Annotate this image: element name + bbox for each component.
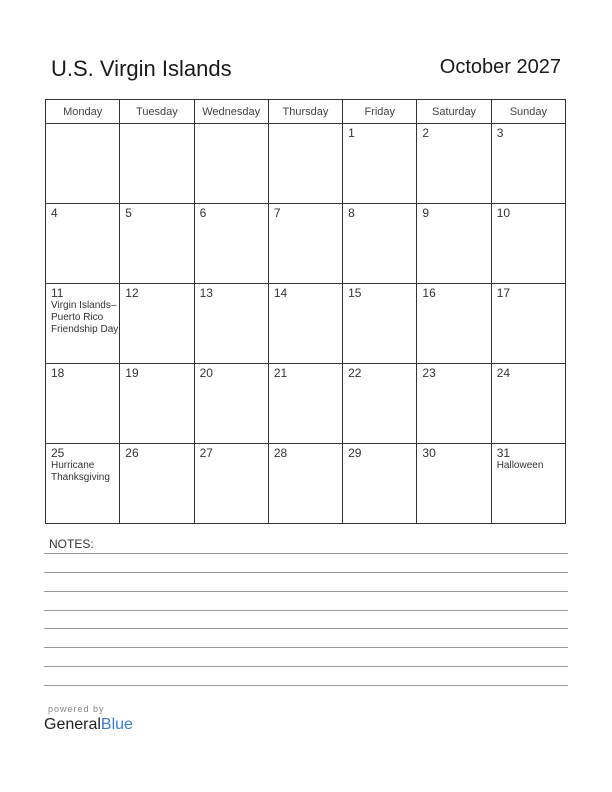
day-cell [491,364,565,444]
day-number: 3 [496,126,504,140]
day-cell [268,364,342,444]
day-cell [194,204,268,284]
day-cell [491,124,565,204]
brand-name-part1: General [44,716,101,733]
day-cell [268,204,342,284]
day-cell [417,124,491,204]
calendar-title: U.S. Virgin Islands [51,56,232,81]
powered-by-text: powered by [48,704,105,714]
day-number: 6 [199,206,207,220]
day-number: 30 [422,446,436,460]
day-cell [343,124,417,204]
day-number: 16 [422,286,436,300]
day-number: 11 [51,286,64,300]
day-number: 21 [273,366,288,380]
day-number: 25 [51,446,65,460]
day-cell [194,284,268,364]
day-cell [120,444,194,524]
week-row [46,124,566,204]
day-cell [194,124,268,204]
day-cell [343,364,417,444]
day-cell [343,444,417,524]
generalblue-logo [44,716,133,734]
day-cell [417,364,491,444]
month-year-label: October 2027 [439,56,561,78]
day-number: 1 [348,126,355,140]
day-number: 9 [422,206,430,220]
day-number: 31 [496,446,511,460]
day-cell [46,444,120,524]
holiday-label: Halloween [496,460,544,471]
day-cell [46,124,120,204]
day-number: 2 [422,126,430,140]
notes-line [44,572,568,573]
weekday-header: Sunday [491,100,565,124]
day-number: 12 [125,286,139,300]
week-row [46,444,566,524]
day-number: 8 [348,206,355,220]
day-number: 5 [125,206,132,220]
day-cell [343,284,417,364]
weekday-header: Friday [343,100,417,124]
day-cell [46,204,120,284]
day-number: 19 [125,366,139,380]
day-number: 4 [51,206,58,220]
holiday-label: Hurricane Thanksgiving [51,460,110,483]
day-cell [120,204,194,284]
notes-line [44,610,568,611]
day-number: 22 [348,366,362,380]
day-cell [46,284,120,364]
holiday-label: Virgin Islands–Puerto Rico Friendship Day [51,300,119,335]
notes-line [44,628,568,629]
day-cell [194,444,268,524]
day-number: 13 [199,286,213,300]
weekday-header: Thursday [268,100,342,124]
day-cell [491,444,565,524]
day-number: 24 [496,366,511,380]
day-cell [491,204,565,284]
week-row [46,204,566,284]
notes-line [44,647,568,648]
day-cell [120,284,194,364]
notes-line [44,553,568,554]
day-cell [120,124,194,204]
day-number: 7 [273,206,281,220]
brand-name-part2: Blue [100,716,133,733]
week-row [46,364,566,444]
day-cell [491,284,565,364]
notes-line [44,591,568,592]
week-row [46,284,566,364]
day-number: 26 [125,446,139,460]
day-number: 23 [422,366,436,380]
day-number: 14 [273,286,288,300]
weekday-header-row [46,100,566,124]
day-number: 27 [199,446,213,460]
day-cell [268,444,342,524]
day-cell [417,284,491,364]
day-cell [343,204,417,284]
weekday-header: Wednesday [194,100,268,124]
day-cell [268,284,342,364]
day-cell [120,364,194,444]
day-number: 10 [496,206,511,220]
weekday-header: Monday [46,100,120,124]
day-number: 28 [273,446,288,460]
notes-label: NOTES: [49,537,94,551]
day-cell [46,364,120,444]
day-cell [417,204,491,284]
day-number: 17 [496,286,511,300]
day-number: 20 [199,366,213,380]
weekday-header: Saturday [417,100,491,124]
day-number: 29 [348,446,362,460]
day-cell [417,444,491,524]
day-cell [194,364,268,444]
notes-line [44,685,568,686]
weekday-header: Tuesday [120,100,194,124]
day-number: 18 [51,366,65,380]
day-number: 15 [348,286,362,300]
calendar-grid [45,99,566,524]
notes-line [44,666,568,667]
day-cell [268,124,342,204]
